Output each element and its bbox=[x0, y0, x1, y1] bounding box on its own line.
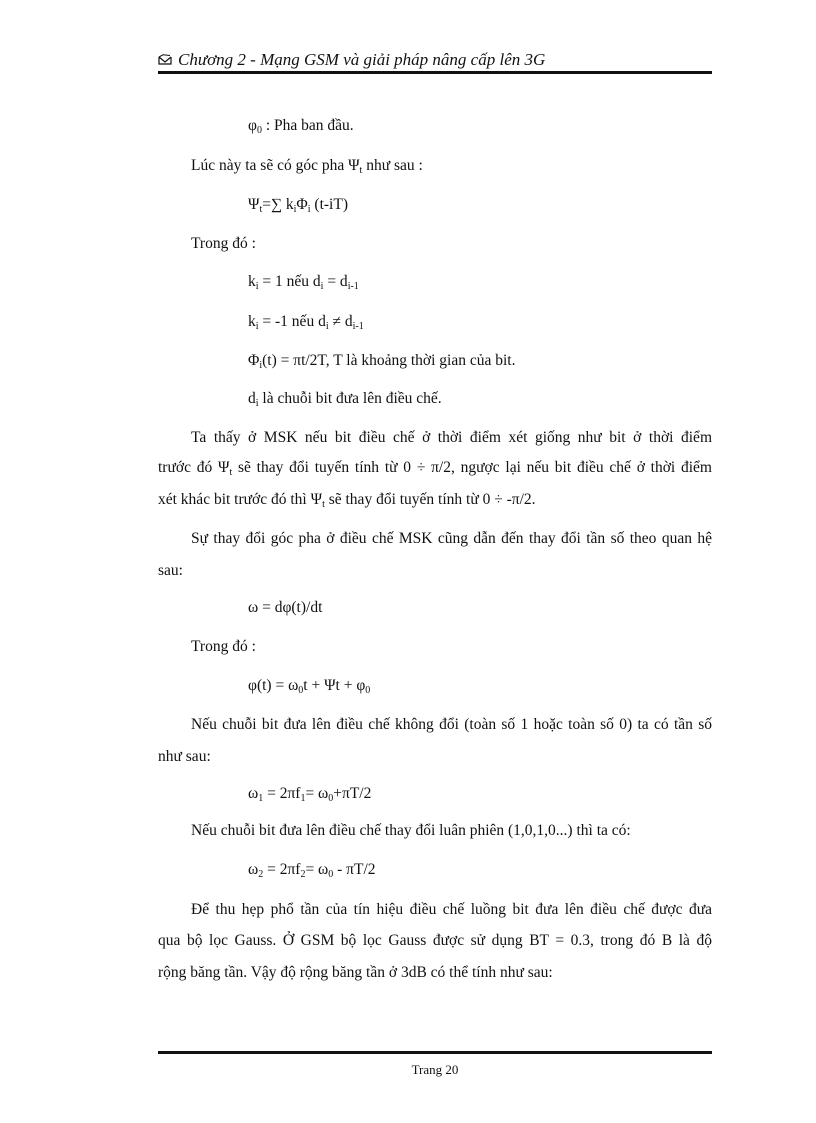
line-k-notequal: $k_i = -1$ nếu $d_i \ne d_{i-1}$ bbox=[248, 313, 364, 332]
footer-rule bbox=[158, 1051, 712, 1054]
line-phase-intro: Lúc này ta sẽ có góc pha $\Psi_t$ như sau : bbox=[191, 157, 423, 176]
paragraph-alternating: Nếu chuỗi bit đưa lên điều chế thay đổi luân phiên (1,0,1,0...) thì ta có: bbox=[191, 822, 631, 839]
equation-omega1: $\omega_1 = 2\pi f_1= \omega_0+\pi T/2$ bbox=[248, 785, 372, 804]
page-header bbox=[158, 50, 712, 72]
page-number: Trang 20 bbox=[411, 1062, 459, 1077]
paragraph-gauss-line1: Để thu hẹp phổ tần của tín hiệu điều chế luồng bit đưa lên điều chế được đưa bbox=[191, 901, 712, 918]
line-where-2: Trong đó : bbox=[191, 638, 256, 655]
line-d-def: $d_i$ là chuỗi bit đưa lên điều chế. bbox=[248, 390, 442, 409]
equation-psi: $\Psi_t=\sum$ $k_i\Phi_i$ (t-iT) bbox=[248, 196, 348, 215]
line-where-1: Trong đó : bbox=[191, 235, 256, 252]
paragraph-gauss-line3: rộng băng tần. Vậy độ rộng băng tần ở 3dB có thể tính như sau: bbox=[158, 964, 553, 981]
paragraph-msk-line1: Ta thấy ở MSK nếu bit điều chế ở thời điểm xét giống như bit ở thời điểm bbox=[191, 429, 712, 446]
line-phi0: $\varphi_0$ : Pha ban đầu. bbox=[248, 117, 354, 136]
paragraph-constant-line2: như sau: bbox=[158, 748, 211, 765]
equation-phi-t: $\varphi(t) = \omega_0t + \Psi t + \varphi_0$ bbox=[248, 677, 371, 696]
paragraph-gauss-line2: qua bộ lọc Gauss. Ở GSM bộ lọc Gauss được sử dụng BT = 0.3, trong đó B là độ bbox=[158, 932, 712, 949]
header-rule bbox=[158, 71, 712, 74]
paragraph-msk-line3: xét khác bit trước đó thì $\Psi_t$ sẽ thay đổi tuyến tính từ 0 ÷ -π/2. bbox=[158, 491, 536, 510]
paragraph-constant-line1: Nếu chuỗi bit đưa lên điều chế không đổi (toàn số 1 hoặc toàn số 0) ta có tần số bbox=[191, 716, 712, 733]
equation-omega2: $\omega_2 = 2\pi f_2= \omega_0 - \pi T/2$ bbox=[248, 861, 376, 880]
line-k-equal: $k_i = 1$ nếu $d_i = d_{i-1}$ bbox=[248, 273, 359, 292]
paragraph-freq-line2: sau: bbox=[158, 562, 183, 579]
equation-omega: ω = dφ(t)/dt bbox=[248, 599, 323, 616]
paragraph-freq-line1: Sự thay đổi góc pha ở điều chế MSK cũng dẫn đến thay đổi tần số theo quan hệ bbox=[191, 530, 712, 547]
paragraph-msk-line2: trước đó $\Psi_t$ sẽ thay đổi tuyến tính từ 0 ÷ π/2, ngược lại nếu bit điều chế ở thời điểm bbox=[158, 459, 712, 478]
line-phi-def: $\Phi_i(t) = \pi t/2T$, T là khoảng thời gian của bit. bbox=[248, 352, 516, 371]
chapter-title: Chương 2 - Mạng GSM và giải pháp nâng cấp lên 3G bbox=[178, 50, 546, 69]
envelope-icon bbox=[158, 54, 172, 66]
